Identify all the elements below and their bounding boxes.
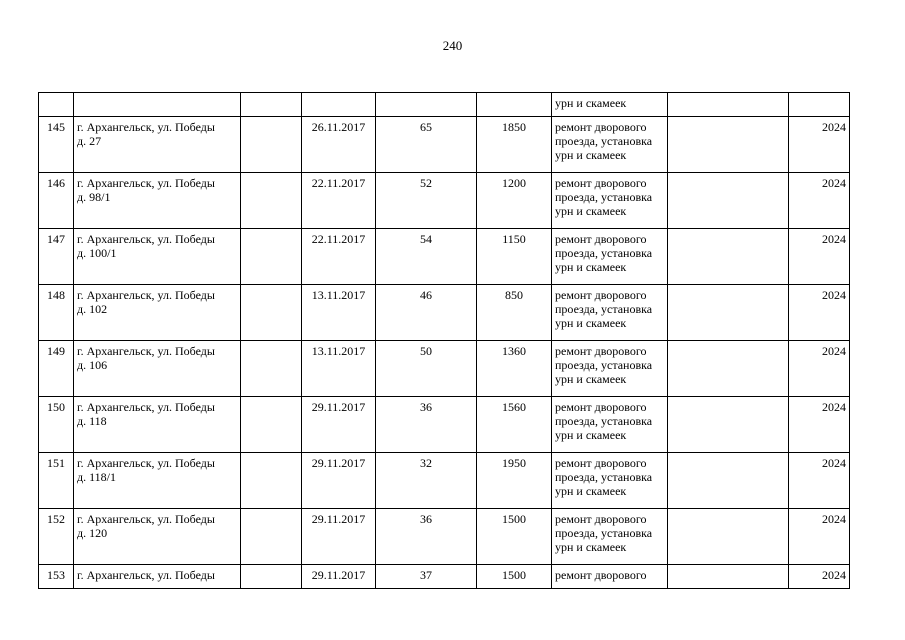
cell-value-a: 32 (376, 453, 477, 509)
work-line: урн и скамеек (555, 484, 627, 498)
cell-empty (668, 229, 789, 285)
address-line: г. Архангельск, ул. Победы (77, 288, 215, 302)
address-line: д. 118 (77, 414, 107, 428)
cell-number: 149 (39, 341, 74, 397)
cell-year: 2024 (789, 341, 850, 397)
cell-empty (668, 117, 789, 173)
address-line: д. 27 (77, 134, 102, 148)
cell-number: 153 (39, 565, 74, 589)
cell-empty (668, 509, 789, 565)
table-row (39, 565, 850, 589)
cell-year: 2024 (789, 117, 850, 173)
cell-year: 2024 (789, 509, 850, 565)
cell-empty (241, 509, 302, 565)
table-row (39, 509, 850, 565)
cell-date: 29.11.2017 (302, 509, 376, 565)
address-line: д. 120 (77, 526, 108, 540)
cell-number: 152 (39, 509, 74, 565)
cell-empty (668, 93, 789, 117)
table-row (39, 453, 850, 509)
cell-value-a: 65 (376, 117, 477, 173)
cell-empty (241, 93, 302, 117)
work-line: ремонт дворового (555, 400, 647, 414)
work-line: ремонт дворового (555, 568, 647, 582)
cell-value-b (477, 93, 552, 117)
cell-empty (241, 341, 302, 397)
cell-work (552, 229, 668, 285)
cell-address (74, 173, 241, 229)
cell-year: 2024 (789, 397, 850, 453)
address-line: г. Архангельск, ул. Победы (77, 232, 215, 246)
cell-year: 2024 (789, 285, 850, 341)
cell-number: 145 (39, 117, 74, 173)
cell-number: 147 (39, 229, 74, 285)
cell-value-a: 37 (376, 565, 477, 589)
address-line: д. 98/1 (77, 190, 111, 204)
cell-year: 2024 (789, 173, 850, 229)
work-line: проезда, установка (555, 358, 653, 372)
cell-address (74, 565, 241, 589)
address-line: г. Архангельск, ул. Победы (77, 456, 215, 470)
cell-value-b: 1150 (477, 229, 552, 285)
cell-value-a: 54 (376, 229, 477, 285)
address-line: г. Архангельск, ул. Победы (77, 512, 215, 526)
work-line: ремонт дворового (555, 456, 647, 470)
cell-work (552, 173, 668, 229)
table-row-continuation (39, 93, 850, 117)
table-row (39, 397, 850, 453)
cell-value-b: 1200 (477, 173, 552, 229)
cell-empty (668, 565, 789, 589)
work-line: урн и скамеек (555, 428, 627, 442)
work-line: урн и скамеек (555, 316, 627, 330)
cell-value-b: 1500 (477, 509, 552, 565)
cell-empty (241, 285, 302, 341)
cell-value-b: 850 (477, 285, 552, 341)
cell-work (552, 117, 668, 173)
cell-work (552, 93, 668, 117)
work-line: проезда, установка (555, 414, 653, 428)
cell-work (552, 453, 668, 509)
cell-date: 22.11.2017 (302, 173, 376, 229)
cell-number (39, 93, 74, 117)
cell-address (74, 453, 241, 509)
work-line: урн и скамеек (555, 260, 627, 274)
cell-empty (668, 341, 789, 397)
cell-date: 13.11.2017 (302, 341, 376, 397)
work-line: проезда, установка (555, 526, 653, 540)
work-line: проезда, установка (555, 246, 653, 260)
page-number: 240 (442, 38, 463, 53)
table-row (39, 229, 850, 285)
table-body (39, 93, 850, 589)
cell-number: 146 (39, 173, 74, 229)
cell-number: 148 (39, 285, 74, 341)
cell-empty (241, 453, 302, 509)
work-line: ремонт дворового (555, 512, 647, 526)
address-line: д. 100/1 (77, 246, 117, 260)
work-line: проезда, установка (555, 134, 653, 148)
cell-address (74, 341, 241, 397)
cell-work (552, 509, 668, 565)
cell-number: 151 (39, 453, 74, 509)
table-row (39, 341, 850, 397)
address-line: г. Архангельск, ул. Победы (77, 120, 215, 134)
cell-year: 2024 (789, 453, 850, 509)
cell-date: 26.11.2017 (302, 117, 376, 173)
work-line: ремонт дворового (555, 288, 647, 302)
cell-empty (241, 117, 302, 173)
table-row (39, 285, 850, 341)
address-line: д. 106 (77, 358, 108, 372)
cell-empty (241, 565, 302, 589)
cell-address (74, 397, 241, 453)
cell-work (552, 285, 668, 341)
cell-value-b: 1950 (477, 453, 552, 509)
cell-work (552, 341, 668, 397)
cell-empty (241, 397, 302, 453)
cell-value-b: 1500 (477, 565, 552, 589)
work-line: проезда, установка (555, 302, 653, 316)
cell-value-a: 36 (376, 397, 477, 453)
cell-value-b: 1360 (477, 341, 552, 397)
cell-date (302, 93, 376, 117)
work-line: проезда, установка (555, 190, 653, 204)
address-line: г. Архангельск, ул. Победы (77, 568, 215, 582)
cell-work (552, 397, 668, 453)
register-table (38, 92, 850, 589)
cell-empty (241, 173, 302, 229)
cell-year: 2024 (789, 229, 850, 285)
cell-address (74, 229, 241, 285)
cell-date: 29.11.2017 (302, 565, 376, 589)
address-line: г. Архангельск, ул. Победы (77, 176, 215, 190)
cell-number: 150 (39, 397, 74, 453)
work-line: урн и скамеек (555, 148, 627, 162)
work-line: урн и скамеек (555, 372, 627, 386)
work-line: урн и скамеек (555, 204, 627, 218)
cell-empty (241, 229, 302, 285)
cell-date: 13.11.2017 (302, 285, 376, 341)
cell-empty (668, 397, 789, 453)
cell-work (552, 565, 668, 589)
work-line: урн и скамеек (555, 540, 627, 554)
cell-value-a: 36 (376, 509, 477, 565)
cell-year (789, 93, 850, 117)
cell-empty (668, 453, 789, 509)
address-line: г. Архангельск, ул. Победы (77, 400, 215, 414)
cell-date: 29.11.2017 (302, 397, 376, 453)
table-row (39, 117, 850, 173)
work-line: урн и скамеек (555, 96, 627, 110)
cell-value-a: 52 (376, 173, 477, 229)
cell-date: 22.11.2017 (302, 229, 376, 285)
cell-value-b: 1560 (477, 397, 552, 453)
cell-value-b: 1850 (477, 117, 552, 173)
cell-address (74, 93, 241, 117)
address-line: г. Архангельск, ул. Победы (77, 344, 215, 358)
work-line: ремонт дворового (555, 120, 647, 134)
cell-address (74, 509, 241, 565)
cell-address (74, 117, 241, 173)
cell-value-a: 46 (376, 285, 477, 341)
work-line: ремонт дворового (555, 232, 647, 246)
cell-date: 29.11.2017 (302, 453, 376, 509)
cell-address (74, 285, 241, 341)
cell-empty (668, 173, 789, 229)
work-line: проезда, установка (555, 470, 653, 484)
cell-value-a (376, 93, 477, 117)
cell-year: 2024 (789, 565, 850, 589)
work-line: ремонт дворового (555, 176, 647, 190)
cell-empty (668, 285, 789, 341)
table-row (39, 173, 850, 229)
address-line: д. 102 (77, 302, 108, 316)
cell-value-a: 50 (376, 341, 477, 397)
address-line: д. 118/1 (77, 470, 116, 484)
work-line: ремонт дворового (555, 344, 647, 358)
